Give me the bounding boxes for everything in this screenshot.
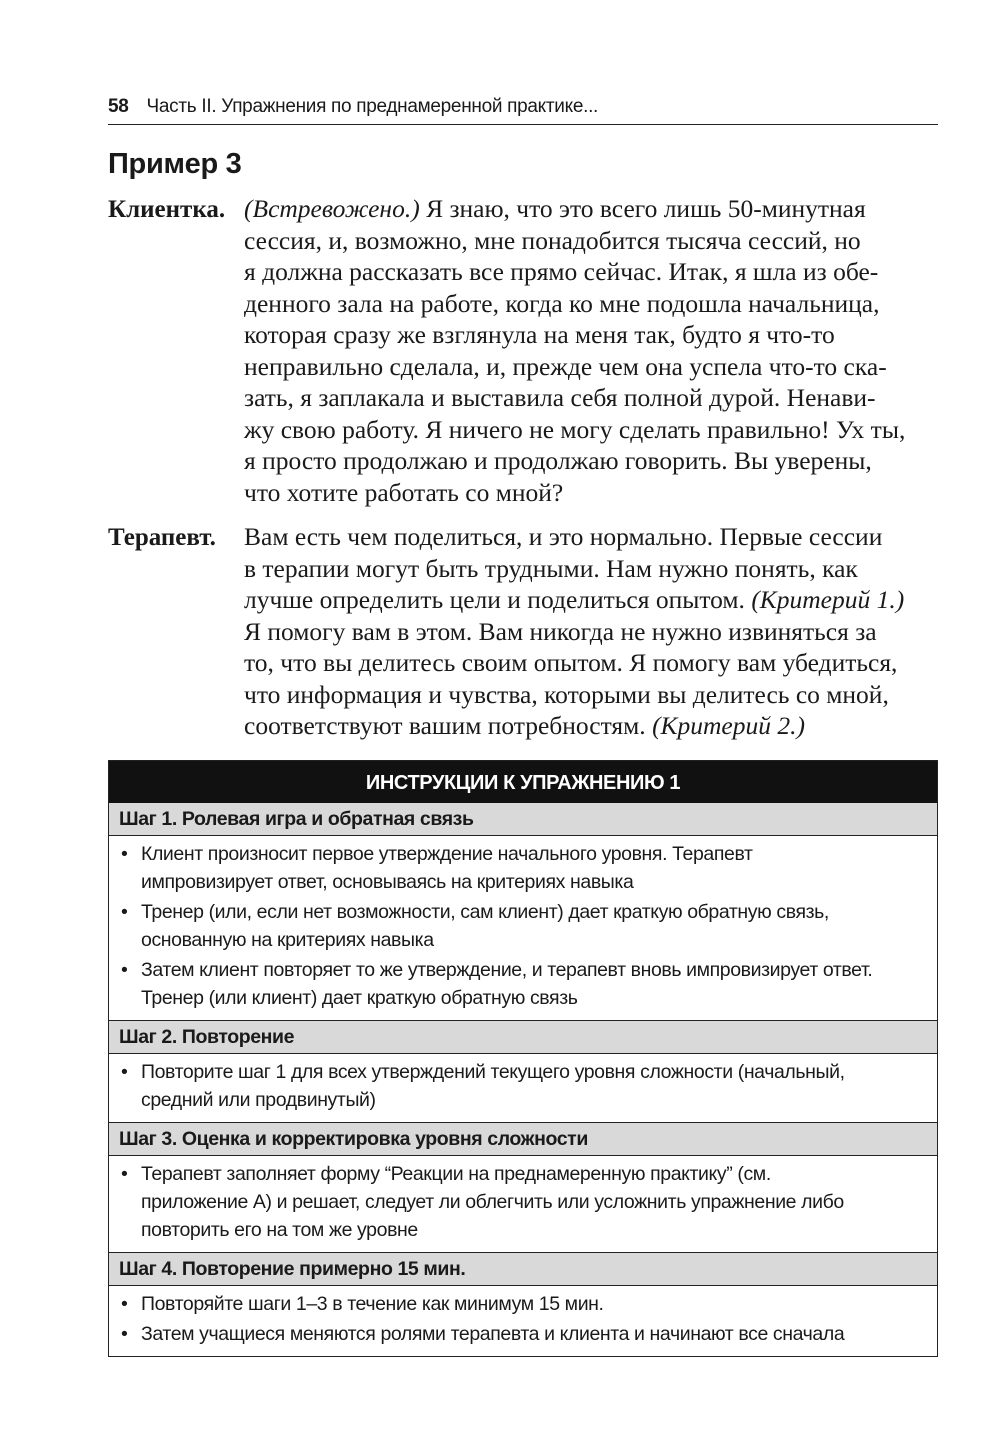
bullet-icon: • bbox=[121, 1293, 128, 1315]
step-header: Шаг 1. Ролевая игра и обратная связь bbox=[109, 803, 937, 836]
list-item bbox=[119, 898, 927, 954]
bullet-icon: • bbox=[121, 1323, 128, 1345]
text-line: (Встревожено.) Я знаю, что это всего лишь 50-минутная bbox=[244, 194, 866, 223]
bullet-icon: • bbox=[121, 901, 128, 923]
list-item bbox=[119, 1290, 927, 1318]
text-line: неправильно сделала, и, прежде чем она успела что-то ска- bbox=[244, 351, 887, 381]
item-line: основанную на критериях навыка bbox=[141, 929, 434, 951]
text-line: зать, я заплакала и выставила себя полной дурой. Ненави- bbox=[244, 383, 876, 412]
item-line: импровизирует ответ, основываясь на критериях навыка bbox=[141, 871, 634, 893]
item-line: Клиент произносит первое утверждение начального уровня. Терапевт bbox=[141, 843, 753, 865]
step-body bbox=[109, 1156, 937, 1252]
text-line: которая сразу же взглянула на меня так, будто я что-то bbox=[244, 320, 835, 349]
step-body bbox=[109, 1054, 937, 1122]
step-body bbox=[109, 1286, 937, 1356]
item-line: Затем учащиеся меняются ролями терапевта и клиента и начинают все сначала bbox=[141, 1323, 845, 1345]
bullet-icon: • bbox=[121, 959, 128, 981]
step-body bbox=[109, 836, 937, 1020]
text-line: лучше определить цели и поделиться опытом. (Критерий 1.) bbox=[244, 585, 905, 614]
step-header: Шаг 3. Оценка и корректировка уровня сложности bbox=[109, 1122, 937, 1156]
text-line: соответствуют вашим потребностям. (Критерий 2.) bbox=[244, 711, 805, 740]
step-header: Шаг 4. Повторение примерно 15 мин. bbox=[109, 1252, 937, 1286]
instructions-title: ИНСТРУКЦИИ К УПРАЖНЕНИЮ 1 bbox=[109, 761, 937, 803]
text-line: денного зала на работе, когда ко мне подошла начальница, bbox=[244, 288, 880, 318]
text-line: что информация и чувства, которыми вы делитесь со мной, bbox=[244, 679, 889, 709]
list-item bbox=[119, 1058, 927, 1114]
section-title: Пример 3 bbox=[108, 148, 242, 180]
item-line: Тренер (или, если нет возможности, сам клиент) дает краткую обратную связь, bbox=[141, 901, 829, 923]
list-item bbox=[119, 1320, 927, 1348]
text-line: я просто продолжаю и продолжаю говорить. Вы уверены, bbox=[244, 446, 872, 475]
page-number: 58 bbox=[108, 96, 129, 117]
text-line: Я помогу вам в этом. Вам никогда не нужно извиняться за bbox=[244, 616, 877, 646]
bullet-icon: • bbox=[121, 1061, 128, 1083]
client-speech bbox=[244, 193, 938, 508]
item-line: Тренер (или клиент) дает краткую обратную связь bbox=[141, 987, 578, 1009]
step-header: Шаг 2. Повторение bbox=[109, 1020, 937, 1054]
therapist-speech bbox=[244, 521, 938, 742]
exercise-instructions-box bbox=[108, 760, 938, 1357]
running-header bbox=[108, 96, 938, 125]
text-line: жу свою работу. Я ничего не могу сделать правильно! Ух ты, bbox=[244, 414, 906, 444]
list-item bbox=[119, 956, 927, 1012]
text-line: то, что вы делитесь своим опытом. Я помогу вам убедиться, bbox=[244, 648, 898, 677]
speaker-therapist: Терапевт. bbox=[108, 524, 216, 551]
italic-remark: (Критерий 1.) bbox=[751, 585, 905, 614]
speaker-client: Клиентка. bbox=[108, 196, 226, 223]
text-line: Вам есть чем поделиться, и это нормально. Первые сессии bbox=[244, 522, 883, 551]
running-title: Часть II. Упражнения по преднамеренной практике... bbox=[146, 96, 599, 117]
text-line: в терапии могут быть трудными. Нам нужно понять, как bbox=[244, 553, 858, 583]
italic-remark: (Встревожено.) bbox=[244, 194, 420, 223]
italic-remark: (Критерий 2.) bbox=[652, 711, 805, 740]
item-line: приложение А) и решает, следует ли облегчить или усложнить упражнение либо bbox=[141, 1191, 844, 1213]
text-line: я должна рассказать все прямо сейчас. Итак, я шла из обе- bbox=[244, 257, 879, 286]
text-line: что хотите работать со мной? bbox=[244, 477, 564, 507]
item-line: Терапевт заполняет форму “Реакции на преднамеренную практику” (см. bbox=[141, 1163, 771, 1185]
item-line: Повторите шаг 1 для всех утверждений текущего уровня сложности (начальный, bbox=[141, 1061, 845, 1083]
item-line: повторить его на том же уровне bbox=[141, 1219, 418, 1241]
bullet-icon: • bbox=[121, 843, 128, 865]
text-line: сессия, и, возможно, мне понадобится тысяча сессий, но bbox=[244, 225, 861, 255]
list-item bbox=[119, 1160, 927, 1244]
bullet-icon: • bbox=[121, 1163, 128, 1185]
item-line: средний или продвинутый) bbox=[141, 1089, 376, 1111]
item-line: Повторяйте шаги 1–3 в течение как минимум 15 мин. bbox=[141, 1293, 604, 1315]
list-item bbox=[119, 840, 927, 896]
item-line: Затем клиент повторяет то же утверждение, и терапевт вновь импровизирует ответ. bbox=[141, 959, 873, 981]
